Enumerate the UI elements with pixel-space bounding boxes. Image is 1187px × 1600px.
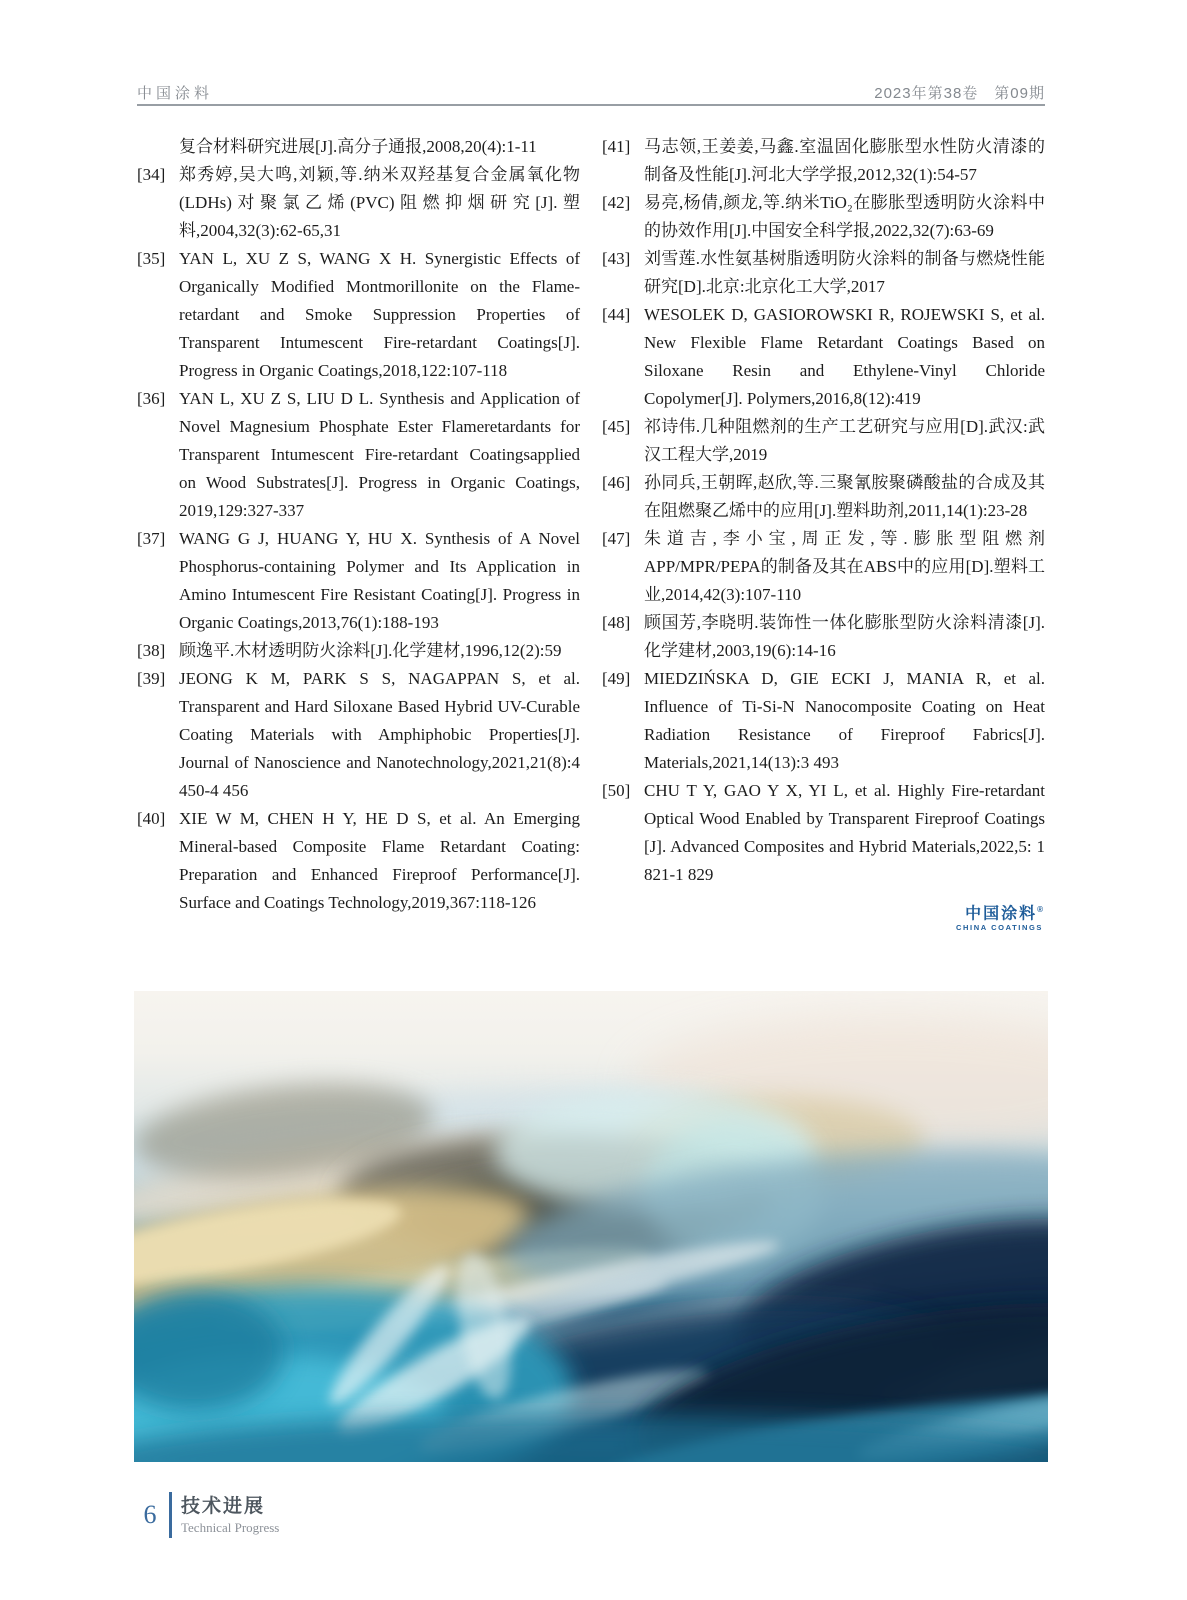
reference-marker: [35] [137, 249, 166, 268]
reference-item [602, 413, 1045, 469]
reference-text: 复合材料研究进展[J].高分子通报,2008,20(4):1-11 [179, 137, 537, 156]
registered-trademark-icon: ® [1037, 905, 1043, 914]
reference-item [137, 385, 580, 525]
page-header [137, 82, 1045, 103]
reference-marker: [49] [602, 669, 631, 688]
reference-item [137, 637, 580, 665]
page-footer [137, 1492, 279, 1538]
abstract-wave-photo [134, 991, 1048, 1462]
header-rule [137, 104, 1045, 106]
reference-text: XIE W M, CHEN H Y, HE D S, et al. An Emerging Mineral-based Composite Flame Retardant Coating: Preparation and Enhanced Fireproof Performance[J]. Surface and Coatings Technology,2019,367:118-126 [179, 809, 580, 912]
reference-marker: [42] [602, 193, 631, 212]
reference-text: 郑秀婷,吴大鸣,刘颖,等.纳米双羟基复合金属氧化物(LDHs)对聚氯乙烯(PVC)阻燃抑烟研究[J].塑料,2004,32(3):62-65,31 [179, 165, 580, 240]
reference-text: 马志领,王姜姜,马鑫.室温固化膨胀型水性防火清漆的制备及性能[J].河北大学学报,2012,32(1):54-57 [644, 137, 1045, 184]
reference-text: CHU T Y, GAO Y X, YI L, et al. Highly Fire-retardant Optical Wood Enabled by Transparent Fireproof Coatings [J]. Advanced Composites and Hybrid Materials,2022,5: 1 821-1 829 [644, 781, 1045, 884]
reference-marker: [44] [602, 305, 631, 324]
reference-item [602, 609, 1045, 665]
reference-text: 顾逸平.木材透明防火涂料[J].化学建材,1996,12(2):59 [179, 641, 562, 660]
reference-text: 易亮,杨倩,颜龙,等.纳米TiO₂在膨胀型透明防火涂料中的协效作用[J].中国安全科学报,2022,32(7):63-69 [644, 193, 1045, 240]
reference-item [602, 189, 1045, 245]
reference-item [602, 245, 1045, 301]
reference-continuation [137, 133, 580, 161]
footer-section-labels [181, 1495, 279, 1536]
logo-name-en: CHINA COATINGS [956, 923, 1043, 933]
reference-marker: [47] [602, 529, 631, 548]
issue-info: 2023年第38卷 第09期 [874, 85, 1045, 102]
reference-text: WESOLEK D, GASIOROWSKI R, ROJEWSKI S, et al. New Flexible Flame Retardant Coatings Based on Siloxane Resin and Ethylene-Vinyl Chloride Copolymer[J]. Polymers,2016,8(12):419 [644, 305, 1045, 408]
reference-item [602, 469, 1045, 525]
reference-marker: [43] [602, 249, 631, 268]
reference-marker: [38] [137, 641, 166, 660]
reference-item [602, 301, 1045, 413]
references-right-column [602, 133, 1045, 933]
reference-item [602, 133, 1045, 189]
reference-marker: [41] [602, 137, 631, 156]
reference-marker: [39] [137, 669, 166, 688]
journal-name: 中国涂料 [137, 85, 214, 102]
page-number: 6 [143, 1500, 157, 1529]
reference-text: 朱道吉,李小宝,周正发,等.膨胀型阻燃剂APP/MPR/PEPA的制备及其在ABS中的应用[D].塑料工业,2014,42(3):107-110 [644, 529, 1045, 604]
reference-item [137, 805, 580, 917]
reference-marker [137, 133, 179, 161]
reference-text: WANG G J, HUANG Y, HU X. Synthesis of A Novel Phosphorus-containing Polymer and Its Application in Amino Intumescent Fire Resistant Coating[J]. Progress in Organic Coatings,2013,76(1):188-193 [179, 529, 580, 632]
china-coatings-logo [602, 901, 1045, 933]
references-left-column [137, 133, 580, 933]
reference-text: MIEDZIŃSKA D, GIE ECKI J, MANIA R, et al. Influence of Ti-Si-N Nanocomposite Coating on Heat Radiation Resistance of Fireproof Fabrics[J]. Materials,2021,14(13):3 493 [644, 669, 1045, 772]
reference-text: 孙同兵,王朝晖,赵欣,等.三聚氰胺聚磷酸盐的合成及其在阻燃聚乙烯中的应用[J].塑料助剂,2011,14(1):23-28 [644, 473, 1045, 520]
reference-marker: [45] [602, 417, 631, 436]
reference-text: JEONG K M, PARK S S, NAGAPPAN S, et al. Transparent and Hard Siloxane Based Hybrid UV-Curable Coating Materials with Amphiphobic Properties[J]. Journal of Nanoscience and Nanotechnology,2021,21(8):4 450-4 456 [179, 669, 580, 800]
reference-marker: [48] [602, 613, 631, 632]
reference-text: 祁诗伟.几种阻燃剂的生产工艺研究与应用[D].武汉:武汉工程大学,2019 [644, 417, 1045, 464]
reference-item [602, 665, 1045, 777]
reference-text: YAN L, XU Z S, WANG X H. Synergistic Effects of Organically Modified Montmorillonite on the Flame-retardant and Smoke Suppression Properties of Transparent Intumescent Fire-retardant Coatings[J]. Progress in Organic Coatings,2018,122:107-118 [179, 249, 580, 380]
section-title-cn: 技术进展 [181, 1495, 266, 1517]
reference-item [137, 525, 580, 637]
section-title-en: Technical Progress [181, 1519, 280, 1535]
footer-accent-bar [169, 1492, 172, 1538]
reference-marker: [50] [602, 781, 631, 800]
reference-marker: [40] [137, 809, 166, 828]
reference-item [137, 665, 580, 805]
reference-text: YAN L, XU Z S, LIU D L. Synthesis and Application of Novel Magnesium Phosphate Ester Flameretardants for Transparent Intumescent Fire-retardant Coatingsapplied on Wood Substrates[J]. Progress in Organic Coatings, 2019,129:327-337 [179, 389, 580, 520]
references-section [137, 133, 1045, 933]
reference-item [137, 245, 580, 385]
reference-marker: [37] [137, 529, 166, 548]
reference-text: 刘雪莲.水性氨基树脂透明防火涂料的制备与燃烧性能研究[D].北京:北京化工大学,2017 [644, 249, 1045, 296]
reference-text: 顾国芳,李晓明.装饰性一体化膨胀型防火涂料清漆[J].化学建材,2003,19(6):14-16 [644, 613, 1045, 660]
reference-marker: [46] [602, 473, 631, 492]
reference-item [602, 777, 1045, 889]
logo-name-cn: 中国涂料® [965, 905, 1043, 923]
reference-item [602, 525, 1045, 609]
reference-item [137, 161, 580, 245]
reference-marker: [36] [137, 389, 166, 408]
reference-marker: [34] [137, 165, 166, 184]
